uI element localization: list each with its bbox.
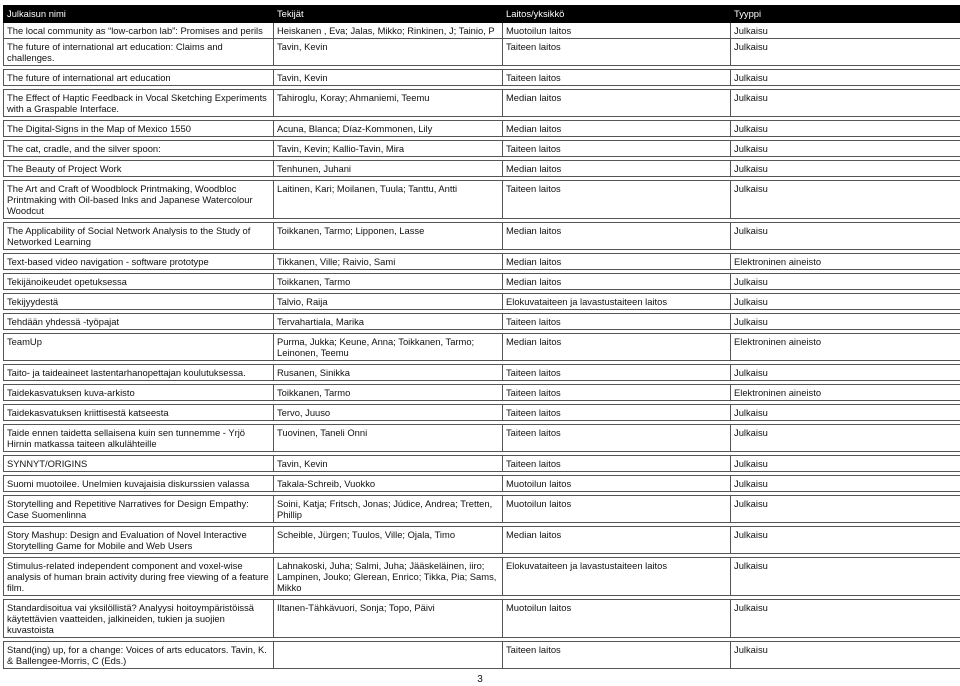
- authors-cell: Toikkanen, Tarmo: [274, 274, 503, 290]
- table-row: [4, 405, 960, 421]
- header-authors: Tekijät: [274, 6, 503, 23]
- department-cell: Elokuvataiteen ja lavastustaiteen laitos: [503, 294, 731, 310]
- authors-cell: Acuna, Blanca; Díaz-Kommonen, Lily: [274, 121, 503, 137]
- type-cell: Elektroninen aineisto: [731, 254, 960, 270]
- authors-cell: Rusanen, Sinikka: [274, 365, 503, 381]
- authors-cell: Tavin, Kevin: [274, 70, 503, 86]
- title-cell: Tehdään yhdessä -työpajat: [4, 314, 274, 330]
- table-body: [4, 23, 960, 669]
- table-row: [4, 600, 960, 638]
- header-type: Tyyppi: [731, 6, 960, 23]
- department-cell: Taiteen laitos: [503, 642, 731, 669]
- type-cell: Julkaisu: [731, 141, 960, 157]
- type-cell: Julkaisu: [731, 527, 960, 554]
- title-cell: Taito- ja taideaineet lastentarhanopettajan koulutuksessa.: [4, 365, 274, 381]
- authors-cell: Iltanen-Tähkävuori, Sonja; Topo, Päivi: [274, 600, 503, 638]
- table-row: [4, 39, 960, 66]
- title-cell: Suomi muotoilee. Unelmien kuvajaisia diskurssien valassa: [4, 476, 274, 492]
- table-row: [4, 141, 960, 157]
- title-cell: Text-based video navigation - software prototype: [4, 254, 274, 270]
- table-row: [4, 642, 960, 669]
- authors-cell: Tenhunen, Juhani: [274, 161, 503, 177]
- authors-cell: Tavin, Kevin: [274, 456, 503, 472]
- table-row: [4, 314, 960, 330]
- department-cell: Taiteen laitos: [503, 425, 731, 452]
- title-cell: Standardisoitua vai yksilöllistä? Analyysi hoitoympäristöissä käytettävien vaatteiden, jalkineiden, tukien ja suojien kuvastoista: [4, 600, 274, 638]
- title-cell: The local community as “low-carbon lab”: Promises and perils: [4, 23, 274, 39]
- table-row: [4, 90, 960, 117]
- table-row: [4, 161, 960, 177]
- table-row: [4, 365, 960, 381]
- type-cell: Julkaisu: [731, 181, 960, 219]
- department-cell: Taiteen laitos: [503, 385, 731, 401]
- table-header-row: [4, 6, 960, 23]
- title-cell: The Applicability of Social Network Analysis to the Study of Networked Learning: [4, 223, 274, 250]
- table-row: [4, 527, 960, 554]
- authors-cell: Takala-Schreib, Vuokko: [274, 476, 503, 492]
- title-cell: Storytelling and Repetitive Narratives for Design Empathy: Case Suomenlinna: [4, 496, 274, 523]
- title-cell: Tekijänoikeudet opetuksessa: [4, 274, 274, 290]
- authors-cell: Tahiroglu, Koray; Ahmaniemi, Teemu: [274, 90, 503, 117]
- title-cell: Taidekasvatuksen kriittisestä katseesta: [4, 405, 274, 421]
- type-cell: Julkaisu: [731, 558, 960, 596]
- department-cell: Median laitos: [503, 121, 731, 137]
- authors-cell: Talvio, Raija: [274, 294, 503, 310]
- authors-cell: [274, 642, 503, 669]
- title-cell: The Digital-Signs in the Map of Mexico 1550: [4, 121, 274, 137]
- type-cell: Julkaisu: [731, 476, 960, 492]
- type-cell: Julkaisu: [731, 496, 960, 523]
- header-title: Julkaisun nimi: [4, 6, 274, 23]
- title-cell: TeamUp: [4, 334, 274, 361]
- table-row: [4, 385, 960, 401]
- authors-cell: Tikkanen, Ville; Raivio, Sami: [274, 254, 503, 270]
- table-row: [4, 274, 960, 290]
- authors-cell: Laitinen, Kari; Moilanen, Tuula; Tanttu, Antti: [274, 181, 503, 219]
- header-department: Laitos/yksikkö: [503, 6, 731, 23]
- type-cell: Julkaisu: [731, 405, 960, 421]
- department-cell: Median laitos: [503, 161, 731, 177]
- department-cell: Muotoilun laitos: [503, 476, 731, 492]
- table-row: [4, 558, 960, 596]
- department-cell: Muotoilun laitos: [503, 496, 731, 523]
- department-cell: Median laitos: [503, 334, 731, 361]
- department-cell: Median laitos: [503, 527, 731, 554]
- type-cell: Julkaisu: [731, 23, 960, 39]
- department-cell: Taiteen laitos: [503, 314, 731, 330]
- table-row: [4, 121, 960, 137]
- authors-cell: Purma, Jukka; Keune, Anna; Toikkanen, Tarmo; Leinonen, Teemu: [274, 334, 503, 361]
- type-cell: Elektroninen aineisto: [731, 385, 960, 401]
- table-row: [4, 476, 960, 492]
- title-cell: The Art and Craft of Woodblock Printmaking, Woodbloc Printmaking with Oil-based Inks and Japanese Watercolour Woodcut: [4, 181, 274, 219]
- authors-cell: Tavin, Kevin: [274, 39, 503, 66]
- type-cell: Julkaisu: [731, 294, 960, 310]
- type-cell: Julkaisu: [731, 600, 960, 638]
- authors-cell: Toikkanen, Tarmo: [274, 385, 503, 401]
- authors-cell: Heiskanen , Eva; Jalas, Mikko; Rinkinen, J; Tainio, P: [274, 23, 503, 39]
- type-cell: Julkaisu: [731, 223, 960, 250]
- type-cell: Julkaisu: [731, 456, 960, 472]
- title-cell: Story Mashup: Design and Evaluation of Novel Interactive Storytelling Game for Mobile and Web Users: [4, 527, 274, 554]
- title-cell: The future of international art education: Claims and challenges.: [4, 39, 274, 66]
- authors-cell: Scheible, Jürgen; Tuulos, Ville; Ojala, Timo: [274, 527, 503, 554]
- title-cell: Taide ennen taidetta sellaisena kuin sen tunnemme - Yrjö Hirnin matkassa taiteen alkulähteille: [4, 425, 274, 452]
- department-cell: Muotoilun laitos: [503, 600, 731, 638]
- title-cell: Stimulus-related independent component and voxel-wise analysis of human brain activity during free viewing of a feature film.: [4, 558, 274, 596]
- table-row: [4, 456, 960, 472]
- authors-cell: Toikkanen, Tarmo; Lipponen, Lasse: [274, 223, 503, 250]
- department-cell: Taiteen laitos: [503, 70, 731, 86]
- table-row: [4, 334, 960, 361]
- authors-cell: Tuovinen, Taneli Onni: [274, 425, 503, 452]
- publications-table: [3, 5, 960, 669]
- type-cell: Julkaisu: [731, 161, 960, 177]
- table-row: [4, 23, 960, 39]
- authors-cell: Tervahartiala, Marika: [274, 314, 503, 330]
- authors-cell: Lahnakoski, Juha; Salmi, Juha; Jääskeläinen, iiro; Lampinen, Jouko; Glerean, Enrico; Tikka, Pia; Sams, Mikko: [274, 558, 503, 596]
- title-cell: The Effect of Haptic Feedback in Vocal Sketching Experiments with a Graspable Interface.: [4, 90, 274, 117]
- department-cell: Taiteen laitos: [503, 456, 731, 472]
- title-cell: Stand(ing) up, for a change: Voices of arts educators. Tavin, K. & Ballengee-Morris, C (Eds.): [4, 642, 274, 669]
- table-row: [4, 181, 960, 219]
- type-cell: Julkaisu: [731, 365, 960, 381]
- table-row: [4, 254, 960, 270]
- title-cell: SYNNYT/ORIGINS: [4, 456, 274, 472]
- type-cell: Julkaisu: [731, 39, 960, 66]
- table-row: [4, 70, 960, 86]
- department-cell: Median laitos: [503, 223, 731, 250]
- department-cell: Muotoilun laitos: [503, 23, 731, 39]
- type-cell: Julkaisu: [731, 274, 960, 290]
- authors-cell: Soini, Katja; Fritsch, Jonas; Júdice, Andrea; Tretten, Phillip: [274, 496, 503, 523]
- table-row: [4, 294, 960, 310]
- type-cell: Julkaisu: [731, 642, 960, 669]
- title-cell: The future of international art education: [4, 70, 274, 86]
- department-cell: Taiteen laitos: [503, 405, 731, 421]
- title-cell: Taidekasvatuksen kuva-arkisto: [4, 385, 274, 401]
- table-row: [4, 496, 960, 523]
- department-cell: Median laitos: [503, 254, 731, 270]
- type-cell: Julkaisu: [731, 70, 960, 86]
- table-row: [4, 223, 960, 250]
- page-number: 3: [477, 674, 483, 685]
- department-cell: Elokuvataiteen ja lavastustaiteen laitos: [503, 558, 731, 596]
- authors-cell: Tavin, Kevin; Kallio-Tavin, Mira: [274, 141, 503, 157]
- department-cell: Taiteen laitos: [503, 39, 731, 66]
- title-cell: The Beauty of Project Work: [4, 161, 274, 177]
- title-cell: The cat, cradle, and the silver spoon:: [4, 141, 274, 157]
- type-cell: Julkaisu: [731, 314, 960, 330]
- authors-cell: Tervo, Juuso: [274, 405, 503, 421]
- department-cell: Taiteen laitos: [503, 365, 731, 381]
- type-cell: Elektroninen aineisto: [731, 334, 960, 361]
- type-cell: Julkaisu: [731, 425, 960, 452]
- type-cell: Julkaisu: [731, 121, 960, 137]
- department-cell: Taiteen laitos: [503, 181, 731, 219]
- department-cell: Median laitos: [503, 274, 731, 290]
- type-cell: Julkaisu: [731, 90, 960, 117]
- table-row: [4, 425, 960, 452]
- department-cell: Median laitos: [503, 90, 731, 117]
- title-cell: Tekijyydestä: [4, 294, 274, 310]
- department-cell: Taiteen laitos: [503, 141, 731, 157]
